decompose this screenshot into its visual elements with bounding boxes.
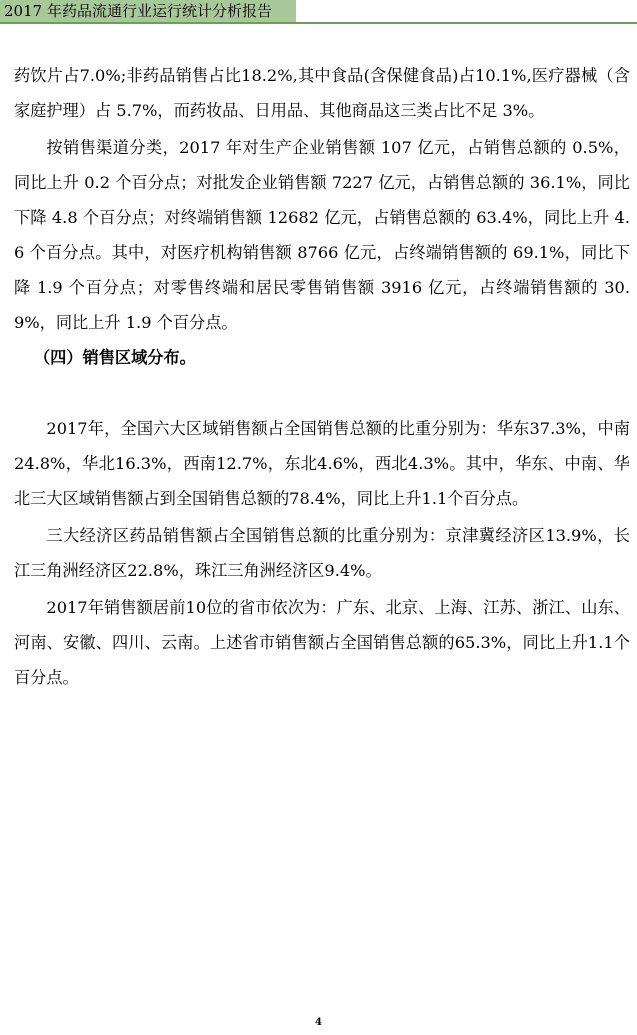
page-header-title: 2017 年药品流通行业运行统计分析报告 — [4, 2, 272, 20]
header-divider — [0, 22, 637, 24]
header-bar — [0, 0, 296, 22]
paragraph-top-provinces: 2017年销售额居前10位的省市依次为：广东、北京、上海、江苏、浙江、山东、河南、安徽、四川、云南。上述省市销售额占全国销售总额的65.3%，同比上升1.1个百分点。 — [14, 598, 630, 687]
page-number: 4 — [315, 1017, 322, 1028]
paragraph-product-categories: 药饮片占7.0%;非药品销售占比18.2%,其中食品(含保健食品)占10.1%,医疗器械（含家庭护理）占 5.7%，而药妆品、日用品、其他商品这三类占比不足 3%。 — [14, 66, 630, 120]
section-heading-sales-regions: （四）销售区域分布。 — [34, 348, 196, 367]
paragraph-sales-channels: 按销售渠道分类，2017 年对生产企业销售额 107 亿元，占销售总额的 0.5%，同比上升 0.2 个百分点；对批发企业销售额 7227 亿元，占销售总额的 36.1%，同比下降 4.8 个百分点；对终端销售额 12682 亿元，占销售总额的 63.4%，同比上升 4.6 个百分点。其中，对医疗机构销售额 8766 亿元，占终端销售额的 69.1%，同比下降 1.9 个百分点；对零售终端和居民零售销售额 3916 亿元，占终端销售额的 30.9%，同比上升 1.9 个百分点。 — [14, 138, 630, 332]
document-body — [14, 58, 630, 695]
paragraph-economic-zones: 三大经济区药品销售额占全国销售总额的比重分别为：京津冀经济区13.9%，长江三角洲经济区22.8%，珠江三角洲经济区9.4%。 — [14, 526, 630, 580]
paragraph-six-regions: 2017年，全国六大区域销售额占全国销售总额的比重分别为：华东37.3%，中南24.8%，华北16.3%，西南12.7%，东北4.6%，西北4.3%。其中，华东、中南、华北三大区域销售额占到全国销售总额的78.4%，同比上升1.1个百分点。 — [14, 419, 630, 508]
